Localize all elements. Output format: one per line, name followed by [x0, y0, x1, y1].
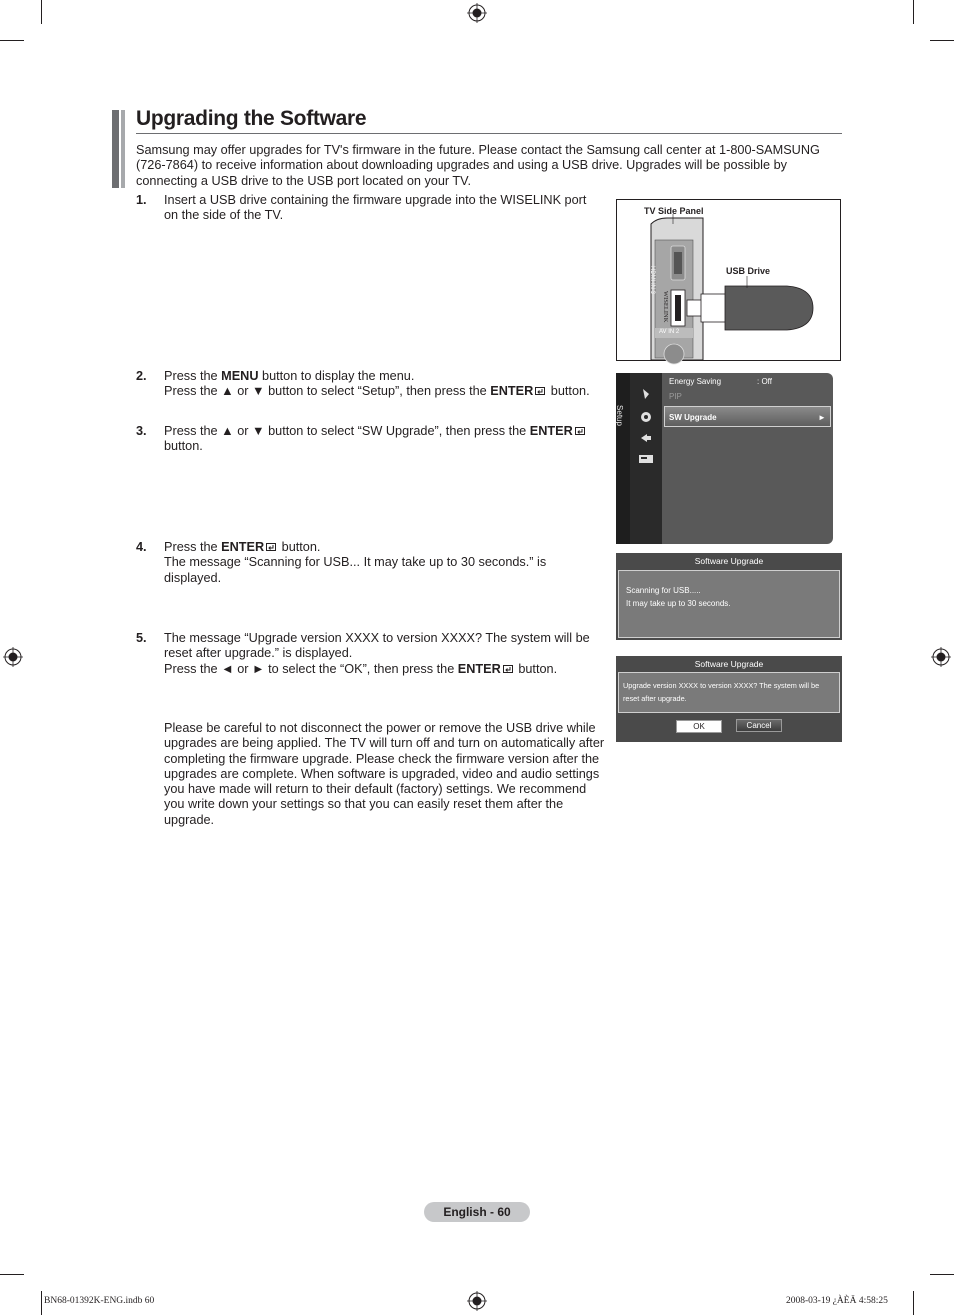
application-icon [638, 453, 654, 465]
dialog-title: Software Upgrade [694, 556, 764, 566]
wiselink-port-label: WISELINK [662, 291, 669, 323]
tv-side-panel-label: TV Side Panel [644, 206, 704, 216]
step-5-text-part: button. [514, 661, 558, 676]
registration-mark-icon [467, 3, 487, 23]
osd-section-label: Setup [614, 405, 624, 426]
registration-mark-icon [931, 647, 951, 667]
usb-drive-label: USB Drive [726, 266, 771, 276]
step-1-line: Insert a USB drive containing the firmware upgrade into the WISELINK port on the side of the TV. [164, 193, 587, 223]
enter-icon [266, 542, 278, 552]
title-rule [136, 133, 842, 134]
av-in-label: AV IN 2 [659, 329, 680, 335]
menu-item-value: : Off [757, 377, 772, 386]
title-accent-bar [121, 110, 125, 188]
scan-dialog [616, 553, 842, 640]
enter-icon [535, 386, 547, 396]
page-title: Upgrading the Software [136, 107, 367, 130]
hdmi-port-label: HDMI IN 3 [649, 266, 655, 295]
registration-mark-icon [467, 1291, 487, 1311]
confirm-dialog [616, 656, 842, 742]
step-2-text [164, 369, 604, 400]
menu-item-pip[interactable] [669, 392, 682, 401]
enter-icon [575, 426, 587, 436]
crop-mark [0, 40, 24, 41]
intro-paragraph: Samsung may offer upgrades for TV's firmware in the future. Please contact the Samsung call center at 1-800-SAMSUNG (726-7864) to receive information about downloading upgrades and using a USB drive. Upgrades will be possible by connecting a USB drive to the USB port located on your TV. [136, 143, 820, 188]
step-4-text [164, 540, 584, 586]
dialog-body [618, 672, 840, 713]
crop-mark [0, 1274, 24, 1275]
step-2-text-part: Press the [164, 369, 222, 383]
ok-button[interactable]: OK [676, 720, 722, 733]
scan-message-line: Scanning for USB..... [626, 586, 701, 595]
crop-mark [913, 1291, 914, 1315]
enter-key-label: ENTER [457, 661, 501, 676]
step-1-text [164, 193, 599, 224]
enter-key-label: ENTER [221, 540, 265, 554]
menu-item-label: SW Upgrade [669, 413, 717, 422]
step-1-number: 1. [136, 193, 147, 207]
enter-key-label: ENTER [490, 384, 534, 399]
input-icon [639, 432, 653, 444]
print-slug-left: BN68-01392K-ENG.indb 60 [44, 1296, 155, 1306]
setup-gear-icon [638, 409, 654, 425]
menu-item-label: PIP [669, 392, 682, 401]
usb-connection-figure [616, 199, 841, 361]
step-4-text-part: Press the [164, 540, 222, 554]
step-2-text-part: Press the ▲ or ▼ button to select “Setup”, then press the [164, 384, 491, 399]
step-5-number: 5. [136, 631, 147, 645]
step-3-text [164, 424, 604, 455]
step-3-text-part: Press the ▲ or ▼ button to select “SW Upgrade”, then press the [164, 424, 530, 438]
menu-item-label: Energy Saving [669, 377, 722, 386]
osd-side-strip [616, 373, 630, 544]
step-2-text-part: button to display the menu. [258, 369, 415, 383]
title-accent-bar [112, 110, 119, 188]
crop-mark [930, 1274, 954, 1275]
step-5-text [164, 631, 604, 677]
step-5-text-part: Press the ◄ or ► to select the “OK”, then press the [164, 661, 458, 676]
step-4-text-part: button. [278, 540, 321, 554]
crop-mark [41, 1291, 42, 1315]
registration-mark-icon [3, 647, 23, 667]
menu-key-label: MENU [221, 369, 259, 383]
setup-menu-osd [616, 373, 833, 544]
step-4-number: 4. [136, 540, 147, 554]
crop-mark [930, 40, 954, 41]
scan-message-line: It may take up to 30 seconds. [626, 599, 731, 608]
menu-arrow-icon: ► [818, 413, 826, 422]
confirm-message: Upgrade version XXXX to version XXXX? The system will be reset after upgrade. [623, 681, 820, 703]
step-5-line: The message “Upgrade version XXXX to version XXXX? The system will be reset after upgrade.” is displayed. [164, 631, 590, 661]
step-3-number: 3. [136, 424, 147, 438]
step-2-number: 2. [136, 369, 147, 383]
caution-paragraph: Please be careful to not disconnect the power or remove the USB drive while upgrades are being applied. The TV will turn off and turn on automatically after completing the firmware upgrade. Please check the firmware version after the upgrades are complete. When software is upgraded, video and audio settings you have made will return to their default (factory) settings. We recommend you write down your settings so that you can easily reset them after the upgrade. [164, 721, 605, 827]
step-2-text-part: button. [547, 384, 590, 399]
menu-item-energy-saving[interactable] [669, 377, 721, 386]
enter-key-label: ENTER [529, 424, 573, 438]
crop-mark [913, 0, 914, 24]
dialog-body [618, 570, 840, 638]
cancel-button[interactable]: Cancel [736, 719, 782, 732]
enter-icon [503, 664, 515, 674]
dialog-title: Software Upgrade [694, 659, 764, 669]
step-4-line: The message “Scanning for USB... It may take up to 30 seconds.” is displayed. [164, 555, 547, 585]
crop-mark [41, 0, 42, 24]
step-3-text-part: button. [164, 439, 203, 454]
page-number-badge: English - 60 [424, 1202, 530, 1222]
picture-icon [639, 387, 653, 401]
print-slug-right: 2008-03-19 ¿ÀÈÄ 4:58:25 [786, 1296, 888, 1306]
